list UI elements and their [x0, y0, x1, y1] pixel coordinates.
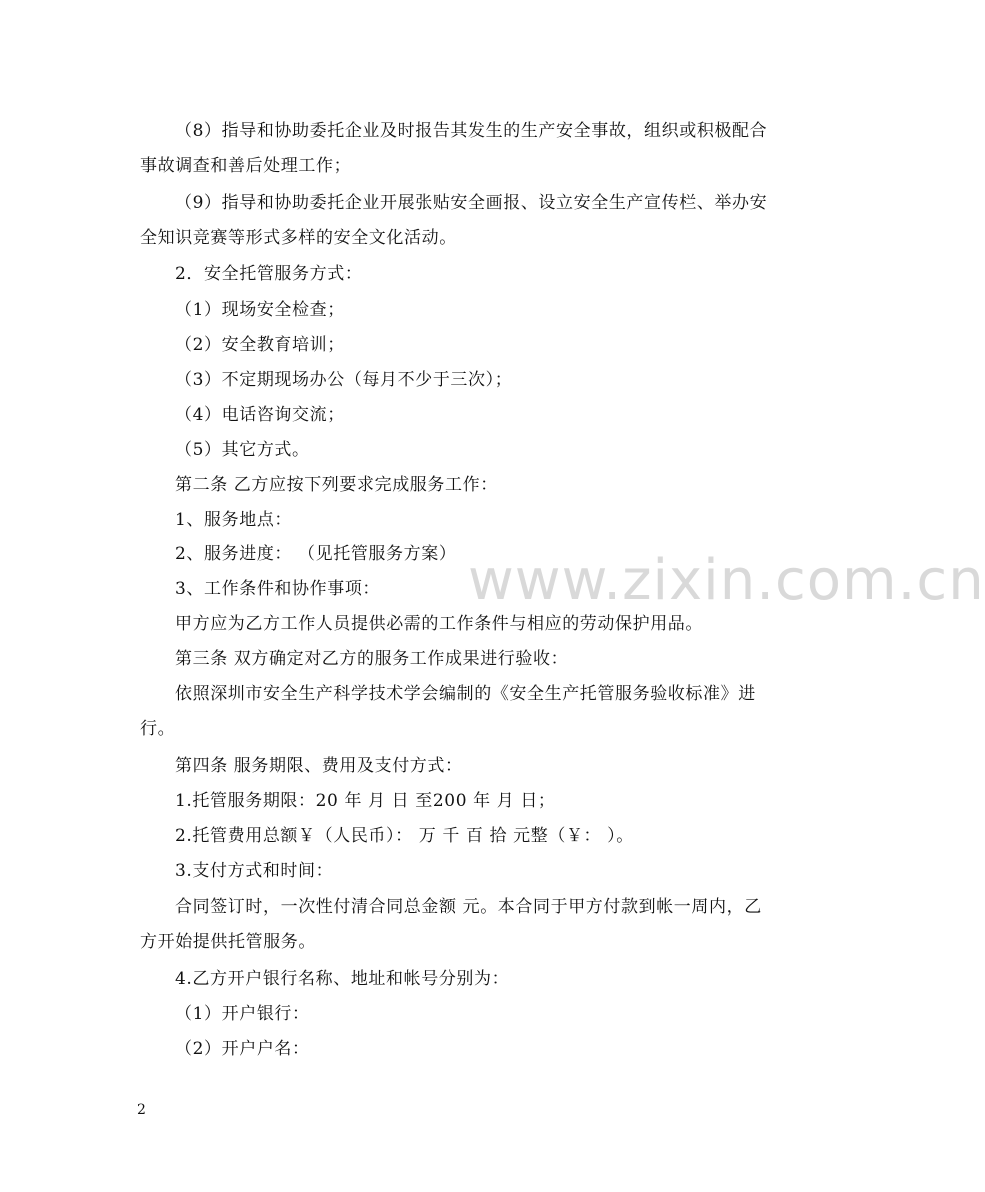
text-line: （8）指导和协助委托企业及时报告其发生的生产安全事故，组织或积极配合	[175, 121, 768, 141]
text-line: 2.托管费用总额￥（人民币）： 万 千 百 拾 元整（￥： ）。	[175, 826, 634, 846]
text-line: （4）电话咨询交流；	[175, 405, 345, 425]
text-line: （9）指导和协助委托企业开展张贴安全画报、设立安全生产宣传栏、举办安	[175, 193, 768, 213]
text-line: 第四条 服务期限、费用及支付方式：	[175, 756, 463, 776]
text-line: （3）不定期现场办公（每月不少于三次）；	[175, 370, 513, 390]
text-line: 全知识竞赛等形式多样的安全文化活动。	[140, 228, 457, 248]
text-line: 1.托管服务期限：20 年 月 日 至200 年 月 日；	[175, 791, 556, 811]
text-line: 第三条 双方确定对乙方的服务工作成果进行验收：	[175, 649, 569, 669]
text-line: 甲方应为乙方工作人员提供必需的工作条件与相应的劳动保护用品。	[175, 614, 703, 634]
text-line: （2）开户户名：	[175, 1039, 310, 1059]
text-line: 依照深圳市安全生产科学技术学会编制的《安全生产托管服务验收标准》进	[175, 684, 756, 704]
text-line: 合同签订时，一次性付清合同总金额 元。本合同于甲方付款到帐一周内，乙	[175, 897, 762, 917]
text-line: 4.乙方开户银行名称、地址和帐号分别为：	[175, 969, 510, 989]
text-line: 3、工作条件和协作事项：	[175, 579, 381, 599]
text-line: 2、服务进度： （见托管服务方案）	[175, 544, 457, 564]
text-line: 方开始提供托管服务。	[140, 932, 316, 952]
text-line: 事故调查和善后处理工作；	[140, 156, 352, 176]
text-line: （5）其它方式。	[175, 440, 310, 460]
text-line: 行。	[140, 719, 176, 739]
watermark: www.zixin.com.cn	[468, 548, 985, 613]
page-number: 2	[137, 1102, 146, 1118]
text-line: 1、服务地点：	[175, 510, 293, 530]
text-line: 第二条 乙方应按下列要求完成服务工作：	[175, 475, 498, 495]
text-line: 3.支付方式和时间：	[175, 861, 334, 881]
text-line: （1）现场安全检查；	[175, 300, 345, 320]
text-line: （1）开户银行：	[175, 1004, 310, 1024]
text-line: （2）安全教育培训；	[175, 335, 345, 355]
text-line: 2．安全托管服务方式：	[175, 264, 363, 284]
